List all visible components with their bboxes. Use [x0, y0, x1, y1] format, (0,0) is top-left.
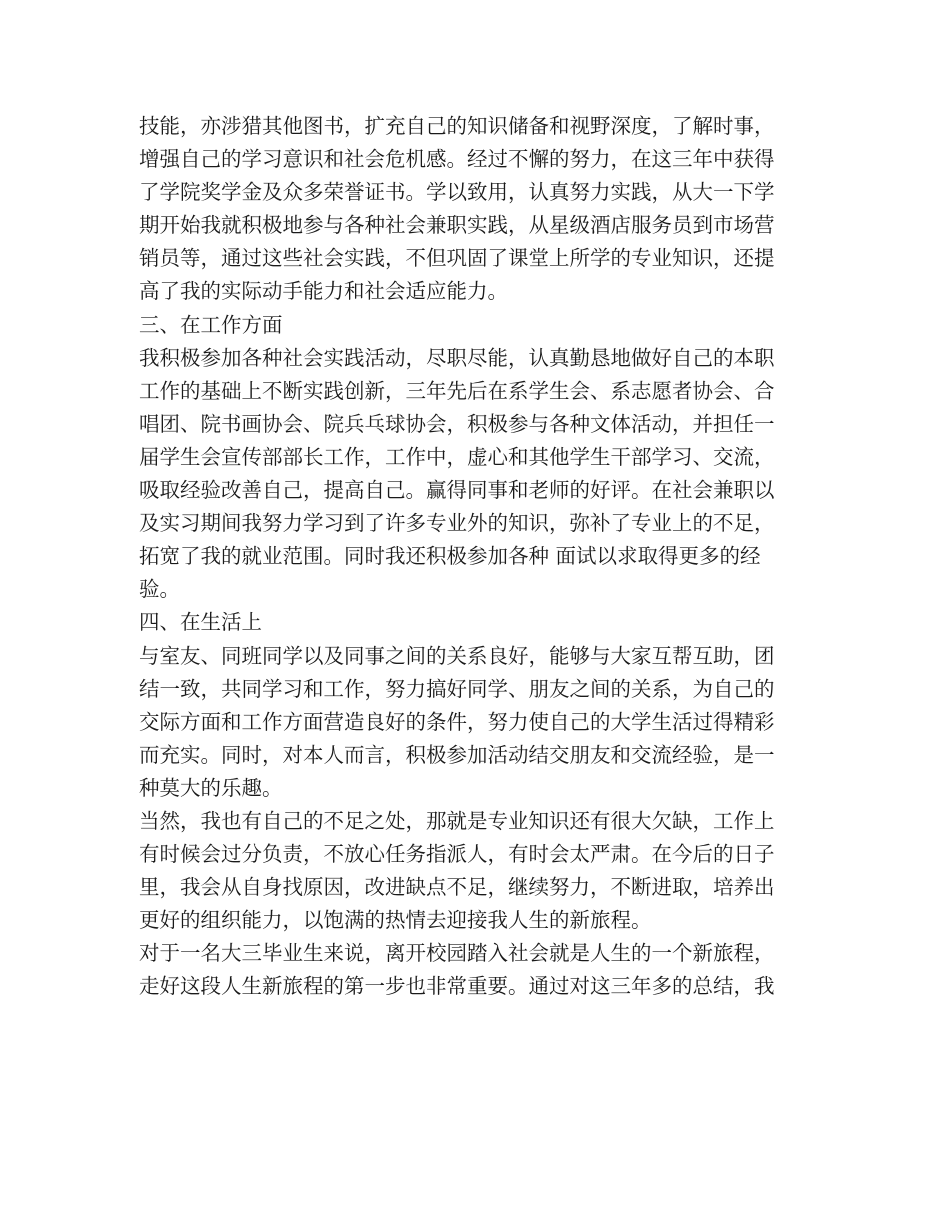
text-line: 及实习期间我努力学习到了许多专业外的知识，弥补了专业上的不足，	[139, 511, 775, 536]
text-line: 了学院奖学金及众多荣誉证书。学以致用，认真努力实践，从大一下学	[139, 180, 775, 205]
text-line: 吸取经验改善自己，提高自己。赢得同事和老师的好评。在社会兼职以	[139, 478, 775, 503]
text-line: 种莫大的乐趣。	[139, 775, 283, 800]
text-line: 增强自己的学习意识和社会危机感。经过不懈的努力，在这三年中获得	[139, 147, 775, 172]
text-line: 技能，亦涉猎其他图书，扩充自己的知识储备和视野深度，了解时事，	[139, 114, 775, 138]
text-line: 销员等，通过这些社会实践，不但巩固了课堂上所学的专业知识，还提	[139, 246, 775, 271]
text-line: 而充实。同时，对本人而言，积极参加活动结交朋友和交流经验，是一	[139, 742, 775, 767]
text-line: 工作的基础上不断实践创新，三年先后在系学生会、系志愿者协会、合	[139, 378, 775, 403]
text-line: 交际方面和工作方面营造良好的条件，努力使自己的大学生活过得精彩	[139, 709, 775, 734]
text-line: 我积极参加各种社会实践活动，尽职尽能，认真勤恳地做好自己的本职	[139, 345, 775, 370]
text-line: 走好这段人生新旅程的第一步也非常重要。通过对这三年多的总结，我	[139, 974, 775, 999]
text-line: 验。	[139, 577, 180, 602]
text-line: 与室友、同班同学以及同事之间的关系良好，能够与大家互帮互助，团	[139, 643, 775, 668]
text-line: 里，我会从自身找原因，改进缺点不足，继续努力，不断进取，培养出	[139, 875, 775, 900]
section-heading-work: 三、在工作方面	[139, 312, 283, 337]
text-line: 更好的组织能力，以饱满的热情去迎接我人生的新旅程。	[139, 908, 652, 933]
document-body	[139, 110, 815, 1004]
text-line: 期开始我就积极地参与各种社会兼职实践，从星级酒店服务员到市场营	[139, 213, 775, 238]
text-line: 有时候会过分负责，不放心任务指派人，有时会太严肃。在今后的日子	[139, 842, 775, 867]
text-line: 届学生会宣传部部长工作，工作中，虚心和其他学生干部学习、交流，	[139, 444, 775, 469]
text-line: 高了我的实际动手能力和社会适应能力。	[139, 279, 508, 304]
text-line: 拓宽了我的就业范围。同时我还积极参加各种 面试以求取得更多的经	[139, 544, 761, 569]
section-heading-life: 四、在生活上	[139, 610, 262, 635]
text-line: 当然，我也有自己的不足之处，那就是专业知识还有很大欠缺，工作上	[139, 808, 775, 833]
text-line: 唱团、院书画协会、院兵乓球协会，积极参与各种文体活动，并担任一	[139, 411, 775, 436]
text-line: 结一致，共同学习和工作，努力搞好同学、朋友之间的关系，为自己的	[139, 676, 775, 701]
text-line: 对于一名大三毕业生来说，离开校园踏入社会就是人生的一个新旅程，	[139, 941, 775, 966]
